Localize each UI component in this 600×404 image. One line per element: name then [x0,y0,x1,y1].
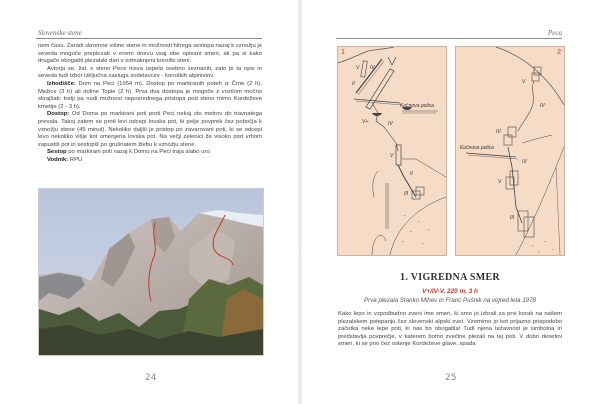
svg-text:ʷ: ʷ [552,248,554,252]
grade-label: IV [522,159,527,165]
paragraph-label: Vodnik: [47,156,69,163]
paragraph: Avtorja se, žal, s steno Pece nisva uspela osebno seznaniti, zato je ta opis in seveda tudi izbor izključna zasluga sodelavcev - koroških alpinistov. [38,65,262,80]
paragraph [38,157,262,165]
svg-text:ʷ: ʷ [410,230,412,234]
paragraph-text: Dom na Peci (1654 m). Dostop po markiranih poteh iz Črne (2 h), Mežice (3 h) ali doline Topie (2 h). Prva dva dostopa je mogoče z vozilom močno skrajšati; tretji pa nudi možnost neposrednega pristopa pod steno mimo Kordeževe kmetije (2 - 3 h). [38,80,262,110]
topo-diagram-1 [337,46,447,256]
svg-text:ʷ: ʷ [538,250,540,254]
paragraph-text: RPU [68,156,83,163]
svg-text:ʷ: ʷ [532,244,534,248]
route-grade: V+/IV-V, 220 m, 3 h [422,288,478,295]
paragraph-label: Dostop: [47,111,70,118]
paragraph-label: Sestop [47,149,67,156]
grade-label: IV [370,65,375,71]
topo-number: 1 [341,49,345,56]
svg-text:ʷ: ʷ [544,240,546,244]
paragraph [38,111,262,149]
right-page [300,0,600,404]
ledge-label: Kočnova polica [460,145,494,151]
svg-text:ʷ: ʷ [418,220,420,224]
topo-2-drawing [456,47,564,255]
svg-text:ʷ: ʷ [402,240,404,244]
header-rule [36,38,262,39]
ledge-label: Kočnova polica [400,103,434,109]
paragraph: nem času. Zaradi skromne višine stene in možnosti hitrega sestopa nazaj k vznožju je seveda mogoče preplezati v enem dnevu vsaj obe opisani smeri, ali pa si kako drugače obogatiti plezalski dan v odmaknjeni koroški steni. [38,43,262,65]
topo-1-drawing [338,47,446,255]
grade-label: II [352,81,355,87]
grade-label: V [522,79,526,85]
topo-diagram-2 [455,46,565,256]
grade-label: V+ [362,119,369,125]
grade-label: III [404,191,409,197]
svg-text:ʷ: ʷ [422,242,424,246]
grade-label: III [510,215,515,221]
left-body-text [38,43,262,165]
mountain-wall-photo [38,188,264,356]
svg-text:ʷ: ʷ [428,228,430,232]
grade-label: II [410,171,413,177]
svg-text:ʷ: ʷ [404,214,406,218]
grade-label: IV [540,103,545,109]
header-rule [336,38,562,39]
topo-number: 2 [557,49,561,56]
paragraph-text: Od Doma po markirani poti proti Peci nekaj sto metrov do travnatega prevala. Takoj zatem se proti levi odcepi lovska pot, ki pelje povprek čez pobočja k vznožju stene (45 minut). Nekoliko daljši je pristop po zavarovani poti, ki se odcepi levo nekoliko višje kot omenjena lovska pot. Na večji zelenici že visoko pod vrhom zapustiš pot in sestopiš po grušnatem žlebu k vznožju stene. [38,111,262,148]
running-head-right: Peca [548,29,562,37]
right-body-text [338,311,562,349]
grade-label: IV [496,129,501,135]
paragraph [38,81,262,111]
route-description: Kako lepo in vzpodbudno zveni ime smeri, ki smo jo izbrali za prvi korak na našem plezalskem potepanju čez slovenski alpski svet. Vzemimo jo kot prijazno prispodobo začetka neke lepe poti, ki nas bo obogatila! Tudi njena težavnost je simbolna in predstavlja povprečje, v katerem bomo zvečine plezali na tej poti. V dobri desetini smeri, ki se pno čez ostenje Kordeževe glave, spada [338,311,562,348]
running-head-left: Slovenske stene [38,29,82,37]
grade-label: IV [388,121,393,127]
route-title: 1. VIGREDNA SMER [400,272,500,283]
paragraph-label: Izhodišče: [47,80,76,87]
page-number-right: 25 [445,373,457,383]
page-number-left: 24 [145,373,157,383]
grade-label: V [498,179,502,185]
grade-label: V [356,65,360,71]
paragraph [38,149,262,157]
grade-label: V [390,153,394,159]
paragraph-text: po markirani poti nazaj k Domu na Peci traja slabo uro. [66,149,212,156]
route-first-ascent: Prva plezala Stanko Mihev in Franc Pušnik na vigred leta 1978 [364,297,536,304]
